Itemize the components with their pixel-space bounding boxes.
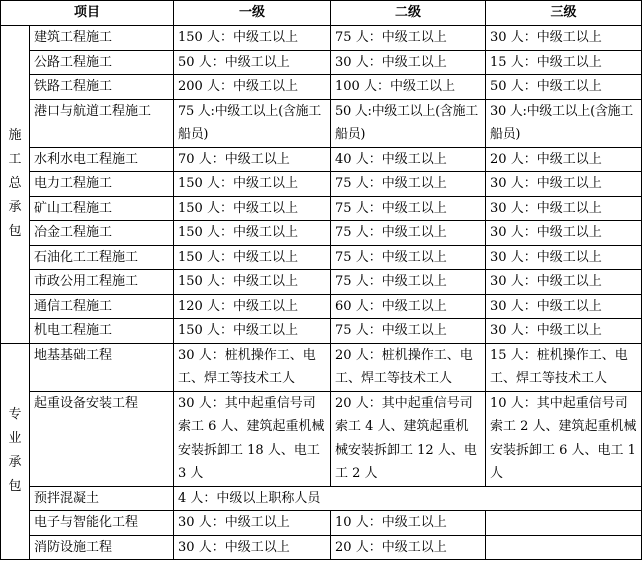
table-row [1, 294, 642, 319]
item-cell: 冶金工程施工 [30, 221, 174, 246]
level-1-cell: 150 人：中级工以上 [174, 26, 331, 51]
item-cell: 消防设施工程 [30, 535, 174, 560]
level-1-cell: 150 人：中级工以上 [174, 196, 331, 221]
table-row [1, 196, 642, 221]
level-2-cell: 40 人：中级工以上 [331, 147, 486, 172]
header-level-3: 三级 [486, 1, 642, 26]
header-level-1: 一级 [174, 1, 331, 26]
item-cell: 电力工程施工 [30, 172, 174, 197]
item-cell: 公路工程施工 [30, 50, 174, 75]
level-3-cell: 15 人：桩机操作工、电工、焊工等技术工人 [486, 343, 642, 391]
level-3-cell: 30 人：中级工以上 [486, 26, 642, 51]
level-2-cell: 30 人：中级工以上 [331, 50, 486, 75]
table-row [1, 147, 642, 172]
table-row [1, 50, 642, 75]
level-3-cell: 10 人：其中起重信号司索工 2 人、建筑起重机械安装拆卸工 6 人、电工 1 人 [486, 391, 642, 486]
level-3-cell: 30 人：中级工以上 [486, 319, 642, 344]
level-2-cell: 20 人：中级工以上 [331, 535, 486, 560]
level-1-cell: 30 人：桩机操作工、电工、焊工等技术工人 [174, 343, 331, 391]
item-cell: 水利水电工程施工 [30, 147, 174, 172]
level-3-cell: 30 人：中级工以上 [486, 294, 642, 319]
item-cell: 铁路工程施工 [30, 75, 174, 100]
category-specialized-contracting: 专 业 承 包 [1, 343, 30, 560]
level-2-cell: 60 人：中级工以上 [331, 294, 486, 319]
level-3-cell: 20 人：中级工以上 [486, 147, 642, 172]
level-2-cell: 75 人：中级工以上 [331, 270, 486, 295]
item-cell: 起重设备安装工程 [30, 391, 174, 486]
level-1-cell: 70 人：中级工以上 [174, 147, 331, 172]
level-1-cell: 150 人：中级工以上 [174, 245, 331, 270]
table-row [1, 343, 642, 391]
item-cell: 预拌混凝土 [30, 486, 174, 511]
level-1-cell: 150 人：中级工以上 [174, 172, 331, 197]
level-2-cell: 50 人:中级工以上(含施工船员) [331, 99, 486, 147]
level-1-cell: 200 人：中级工以上 [174, 75, 331, 100]
level-2-cell: 75 人：中级工以上 [331, 172, 486, 197]
item-cell: 港口与航道工程施工 [30, 99, 174, 147]
table-row [1, 270, 642, 295]
level-1-cell: 120 人：中级工以上 [174, 294, 331, 319]
level-3-cell: 30 人：中级工以上 [486, 270, 642, 295]
level-1-cell: 30 人：中级工以上 [174, 535, 331, 560]
header-item: 项目 [1, 1, 174, 26]
table-row [1, 75, 642, 100]
level-2-cell: 75 人：中级工以上 [331, 319, 486, 344]
item-cell: 通信工程施工 [30, 294, 174, 319]
level-3-cell: 30 人：中级工以上 [486, 245, 642, 270]
table-row [1, 511, 642, 536]
level-1-cell: 30 人：其中起重信号司索工 6 人、建筑起重机械安装拆卸工 18 人、电工 3 人 [174, 391, 331, 486]
item-cell: 矿山工程施工 [30, 196, 174, 221]
level-3-cell [486, 535, 642, 560]
level-2-cell: 100 人：中级工以上 [331, 75, 486, 100]
table-row [1, 486, 642, 511]
item-cell: 建筑工程施工 [30, 26, 174, 51]
level-1-cell: 50 人：中级工以上 [174, 50, 331, 75]
level-3-cell: 15 人：中级工以上 [486, 50, 642, 75]
item-cell: 机电工程施工 [30, 319, 174, 344]
level-2-cell: 10 人：中级工以上 [331, 511, 486, 536]
item-cell: 石油化工工程施工 [30, 245, 174, 270]
header-level-2: 二级 [331, 1, 486, 26]
level-3-cell: 30 人：中级工以上 [486, 172, 642, 197]
level-3-cell: 30 人：中级工以上 [486, 221, 642, 246]
table-row [1, 221, 642, 246]
level-1-cell: 150 人：中级工以上 [174, 221, 331, 246]
level-2-cell: 75 人：中级工以上 [331, 26, 486, 51]
level-3-cell [486, 511, 642, 536]
level-1-cell: 30 人：中级工以上 [174, 511, 331, 536]
table-row [1, 172, 642, 197]
table-row [1, 245, 642, 270]
category-general-contracting: 施 工 总 承 包 [1, 26, 30, 344]
level-2-cell: 75 人：中级工以上 [331, 196, 486, 221]
table-row [1, 535, 642, 560]
level-2-cell: 75 人：中级工以上 [331, 245, 486, 270]
level-3-cell: 30 人：中级工以上 [486, 196, 642, 221]
merged-level-cell: 4 人：中级以上职称人员 [174, 486, 642, 511]
table-row [1, 319, 642, 344]
level-1-cell: 150 人：中级工以上 [174, 270, 331, 295]
header-row [1, 1, 642, 26]
item-cell: 电子与智能化工程 [30, 511, 174, 536]
item-cell: 市政公用工程施工 [30, 270, 174, 295]
level-2-cell: 75 人：中级工以上 [331, 221, 486, 246]
level-1-cell: 75 人:中级工以上(含施工船员) [174, 99, 331, 147]
table-row [1, 26, 642, 51]
level-3-cell: 30 人:中级工以上(含施工船员) [486, 99, 642, 147]
level-3-cell: 50 人：中级工以上 [486, 75, 642, 100]
table-row [1, 99, 642, 147]
table-row [1, 391, 642, 486]
level-2-cell: 20 人：其中起重信号司索工 4 人、建筑起重机械安装拆卸工 12 人、电工 2 人 [331, 391, 486, 486]
level-1-cell: 150 人：中级工以上 [174, 319, 331, 344]
item-cell: 地基基础工程 [30, 343, 174, 391]
level-2-cell: 20 人：桩机操作工、电工、焊工等技术工人 [331, 343, 486, 391]
